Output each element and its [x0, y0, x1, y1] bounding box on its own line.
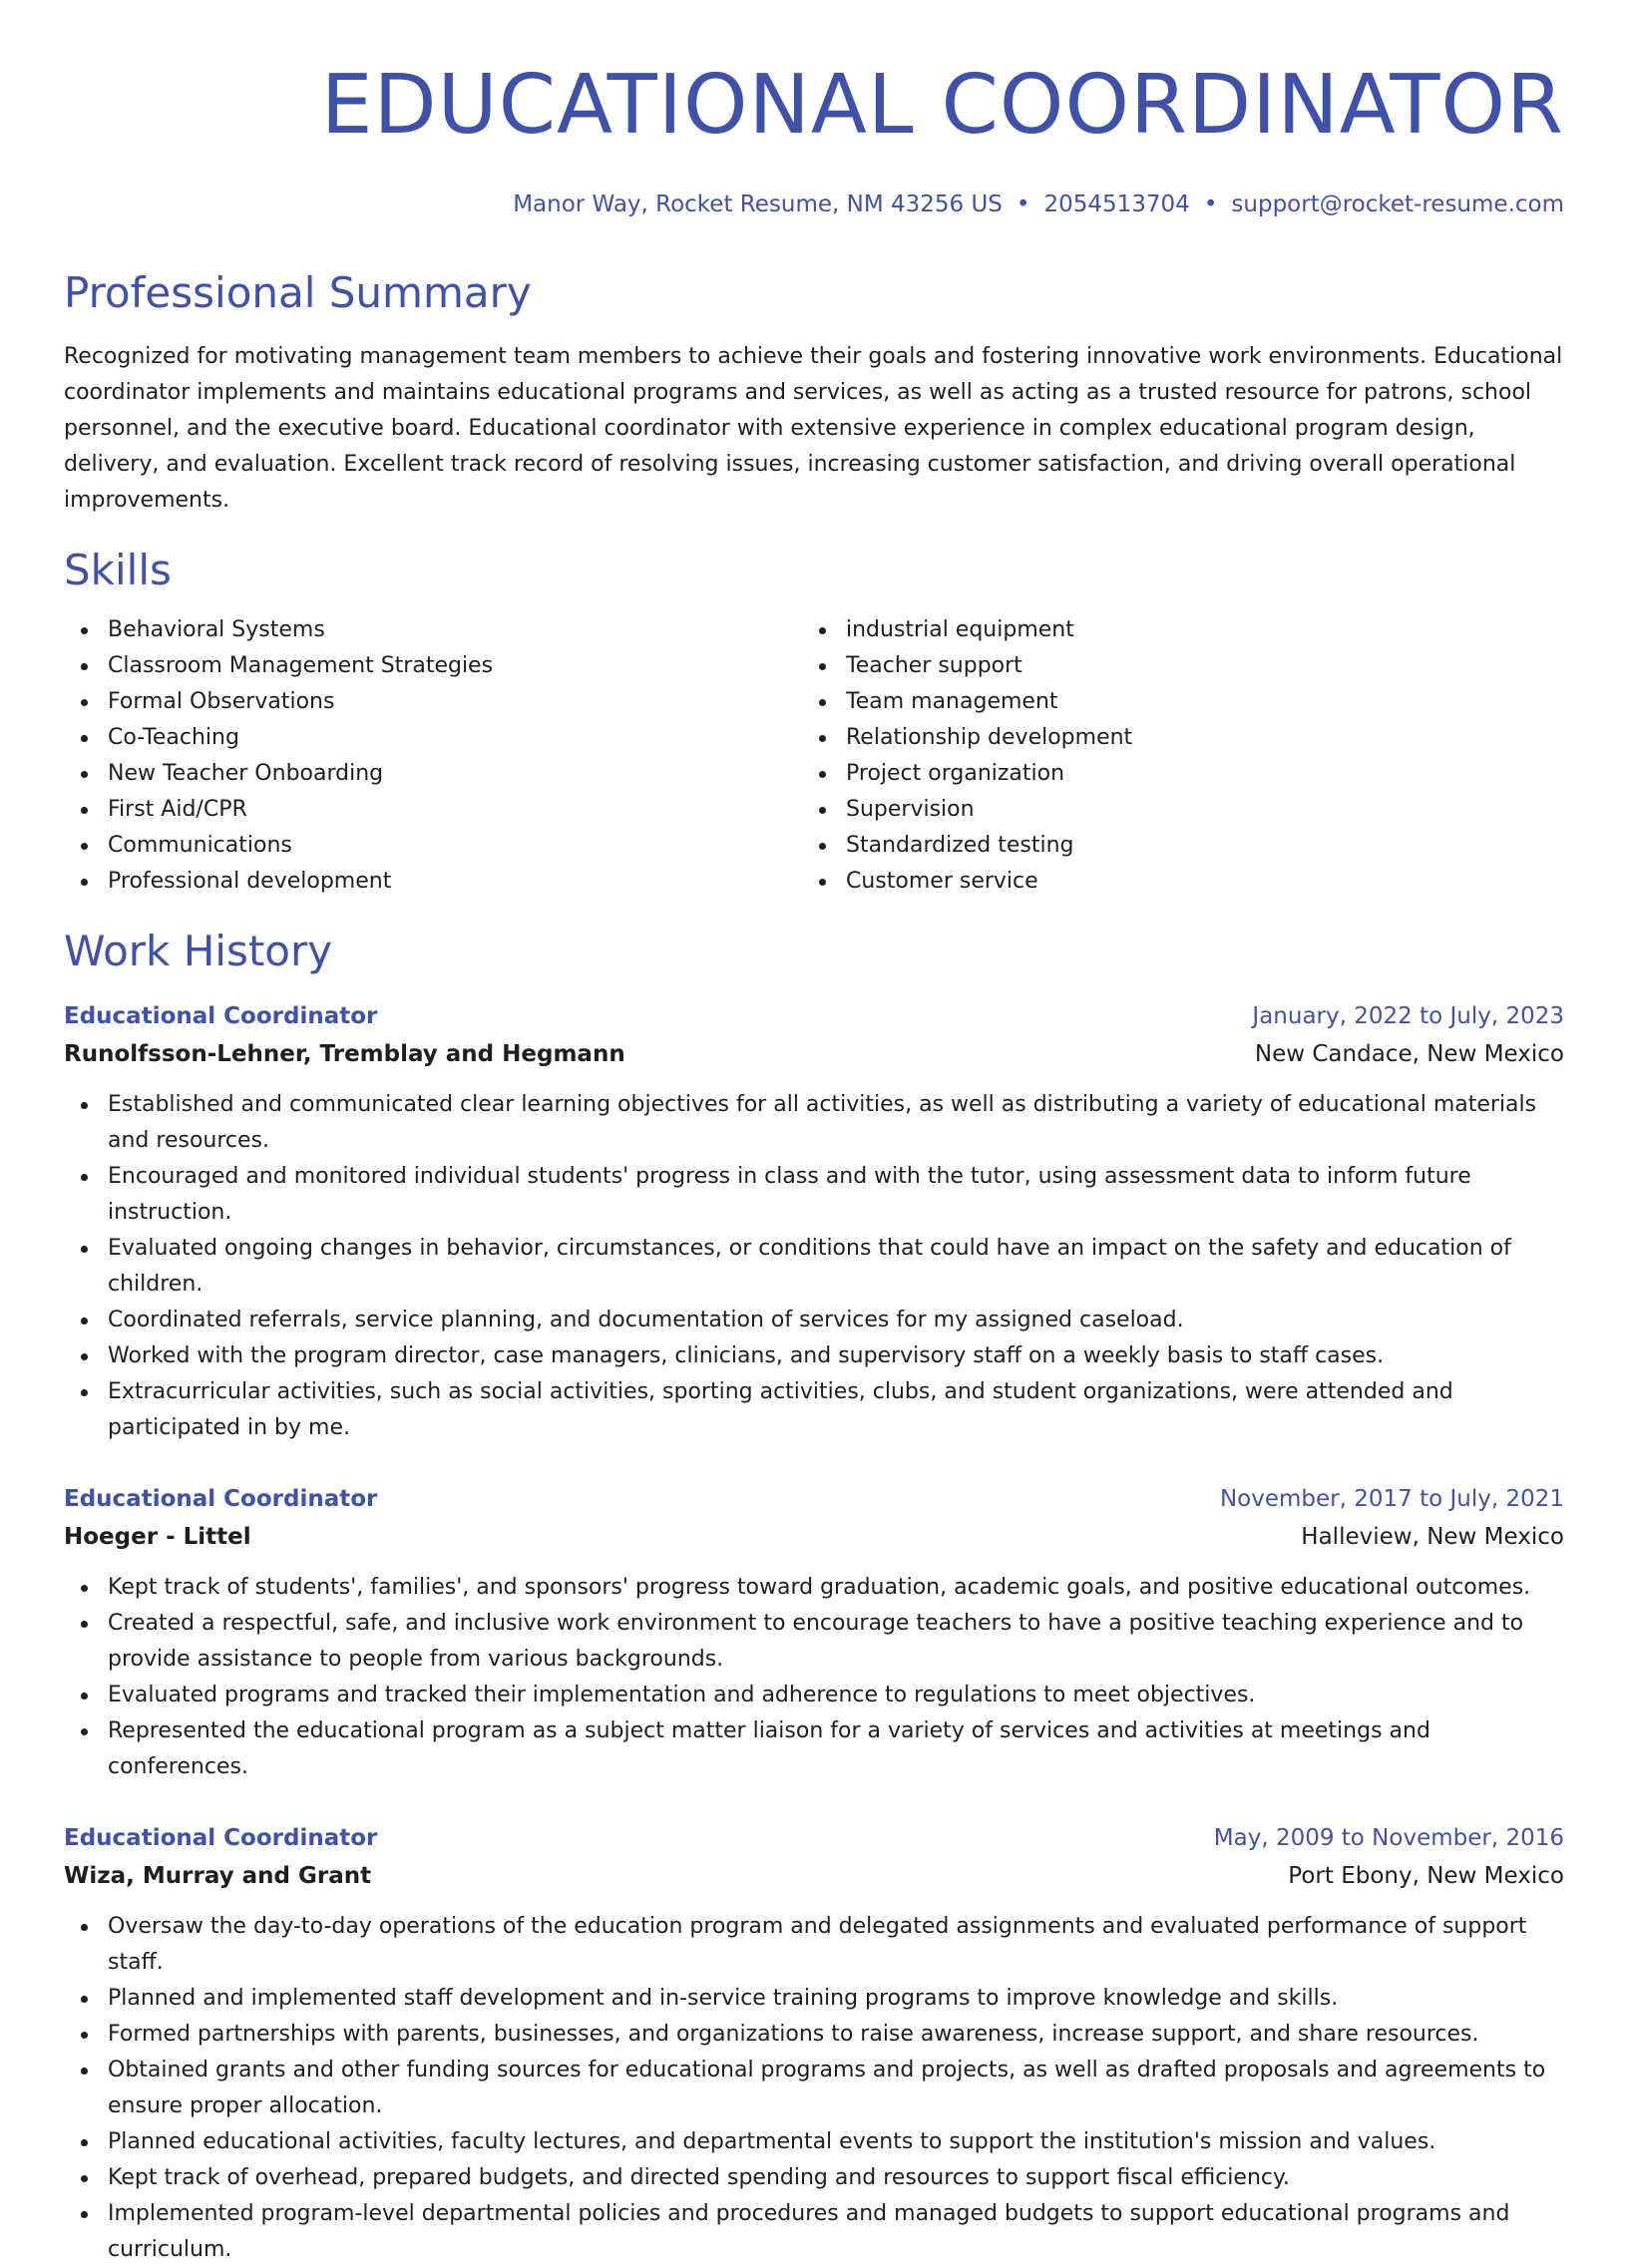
duty-item: Kept track of overhead, prepared budgets, and directed spending and resources to support fiscal efficiency. [64, 2160, 1564, 2196]
job-company: Wiza, Murray and Grant [64, 1863, 372, 1889]
skill-item: Team management [802, 684, 1540, 720]
skill-item: First Aid/CPR [64, 792, 802, 828]
job-duties [64, 1087, 1564, 1446]
resume-name: EDUCATIONAL COORDINATOR [320, 58, 1564, 153]
skill-item: Project organization [802, 756, 1540, 792]
duty-item: Extracurricular activities, such as social activities, sporting activities, clubs, and student organizations, were attended and participated in by me. [64, 1374, 1564, 1446]
job-title: Educational Coordinator [64, 1486, 378, 1512]
contact-line [64, 189, 1564, 219]
job-company-row [64, 1857, 1564, 1895]
skill-item: industrial equipment [802, 612, 1540, 648]
contact-separator: • [1203, 191, 1218, 217]
job-dates: May, 2009 to November, 2016 [1213, 1825, 1564, 1851]
skill-item: Behavioral Systems [64, 612, 802, 648]
job-company: Runolfsson-Lehner, Tremblay and Hegmann [64, 1041, 625, 1067]
duty-item: Encouraged and monitored individual students' progress in class and with the tutor, using assessment data to inform future instruction. [64, 1159, 1564, 1231]
job-company: Hoeger - Littel [64, 1524, 251, 1550]
job-duties [64, 1570, 1564, 1785]
summary-heading: Professional Summary [64, 268, 532, 317]
duty-item: Formed partnerships with parents, businesses, and organizations to raise awareness, increase support, and share resources. [64, 2017, 1564, 2053]
duty-item: Created a respectful, safe, and inclusive work environment to encourage teachers to have a positive teaching experience and to provide assistance to people from various backgrounds. [64, 1606, 1564, 1678]
duty-item: Coordinated referrals, service planning, and documentation of services for my assigned caseload. [64, 1303, 1564, 1338]
skill-item: Supervision [802, 792, 1540, 828]
job-entry [64, 1480, 1564, 1785]
skill-item: Professional development [64, 864, 802, 900]
skills-column-right [802, 612, 1540, 900]
job-entry [64, 997, 1564, 1446]
contact-separator: • [1016, 191, 1030, 217]
skills-heading: Skills [64, 546, 172, 594]
duty-item: Planned educational activities, faculty lectures, and departmental events to support the institution's mission and values. [64, 2124, 1564, 2160]
skill-item: Classroom Management Strategies [64, 648, 802, 684]
skill-item: Teacher support [802, 648, 1540, 684]
skill-item: Formal Observations [64, 684, 802, 720]
job-company-row [64, 1035, 1564, 1073]
contact-address: Manor Way, Rocket Resume, NM 43256 US [513, 191, 1003, 217]
work-history-heading: Work History [64, 927, 333, 975]
duty-item: Obtained grants and other funding sources for educational programs and projects, as well as drafted proposals and agreements to ensure proper allocation. [64, 2053, 1564, 2124]
job-header-row [64, 997, 1564, 1035]
job-duties [64, 1909, 1564, 2268]
duty-item: Evaluated programs and tracked their implementation and adherence to regulations to meet objectives. [64, 1678, 1564, 1713]
job-title: Educational Coordinator [64, 1003, 378, 1029]
duty-item: Evaluated ongoing changes in behavior, circumstances, or conditions that could have an impact on the safety and education of children. [64, 1231, 1564, 1303]
job-location: Port Ebony, New Mexico [1288, 1863, 1564, 1889]
job-title: Educational Coordinator [64, 1825, 378, 1851]
job-header-row [64, 1480, 1564, 1518]
job-dates: January, 2022 to July, 2023 [1252, 1003, 1564, 1029]
duty-item: Planned and implemented staff development and in-service training programs to improve knowledge and skills. [64, 1981, 1564, 2017]
skills-list [64, 612, 1564, 900]
duty-item: Oversaw the day-to-day operations of the education program and delegated assignments and evaluated performance of support staff. [64, 1909, 1564, 1981]
job-entry [64, 1819, 1564, 2268]
skills-column-left [64, 612, 802, 900]
contact-email: support@rocket-resume.com [1231, 191, 1564, 217]
duty-item: Implemented program-level departmental policies and procedures and managed budgets to support educational programs and curriculum. [64, 2196, 1564, 2268]
skill-item: New Teacher Onboarding [64, 756, 802, 792]
duty-item: Represented the educational program as a subject matter liaison for a variety of services and activities at meetings and conferences. [64, 1713, 1564, 1785]
job-location: Halleview, New Mexico [1301, 1524, 1564, 1550]
duty-item: Worked with the program director, case managers, clinicians, and supervisory staff on a weekly basis to staff cases. [64, 1338, 1564, 1374]
skill-item: Standardized testing [802, 828, 1540, 864]
job-header-row [64, 1819, 1564, 1857]
job-dates: November, 2017 to July, 2021 [1219, 1486, 1564, 1512]
job-company-row [64, 1518, 1564, 1556]
skill-item: Communications [64, 828, 802, 864]
contact-phone: 2054513704 [1043, 191, 1190, 217]
skill-item: Co-Teaching [64, 720, 802, 756]
skill-item: Customer service [802, 864, 1540, 900]
skill-item: Relationship development [802, 720, 1540, 756]
summary-text: Recognized for motivating management team members to achieve their goals and fostering innovative work environments. Educational coordinator implements and maintains educational programs and services, as well as acting as a trusted resource for patrons, school personnel, and the executive board. Educational coordinator with extensive experience in complex educational program design, delivery, and evaluation. Excellent track record of resolving issues, increasing customer satisfaction, and driving overall operational improvements. [64, 344, 1563, 513]
duty-item: Established and communicated clear learning objectives for all activities, as well as distributing a variety of educational materials and resources. [64, 1087, 1564, 1159]
job-location: New Candace, New Mexico [1254, 1041, 1564, 1067]
duty-item: Kept track of students', families', and sponsors' progress toward graduation, academic goals, and positive educational outcomes. [64, 1570, 1564, 1606]
